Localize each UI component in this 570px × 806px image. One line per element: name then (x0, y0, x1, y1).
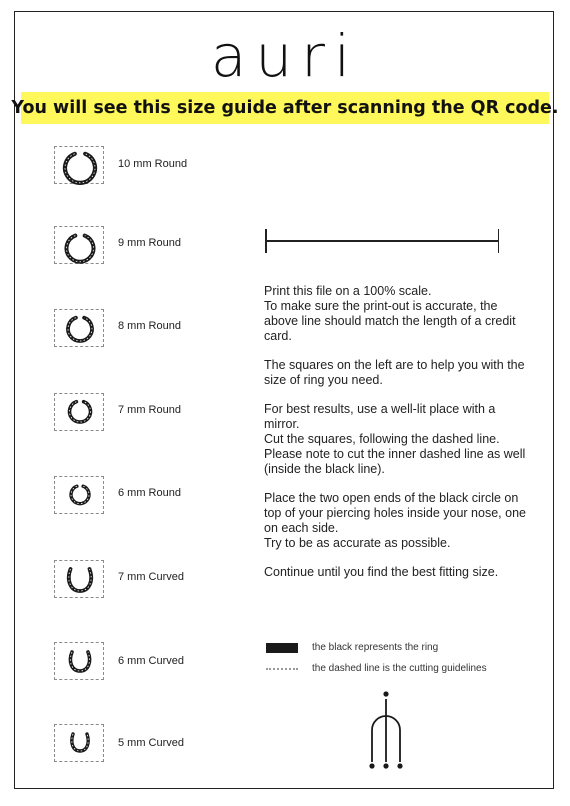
brand-logo: auri (210, 22, 360, 90)
legend-dashed-text: the dashed line is the cutting guidelines (312, 663, 487, 674)
ring-size-label: 9 mm Round (118, 237, 181, 249)
instructions-print-scale: Print this file on a 100% scale. To make sure the print-out is accurate, the above line should match the length of a credit card. (264, 284, 516, 343)
info-banner (11, 92, 559, 124)
ring-sample-7mm-curved (54, 560, 104, 598)
ring-size-label: 7 mm Curved (118, 571, 185, 583)
legend-black (266, 642, 438, 653)
ring-sample-10mm-round (54, 146, 104, 184)
instructions-placement: Place the two open ends of the black circle on top of your piercing holes inside your nose, one on each side. Try to be as accurate as possible. (264, 491, 526, 550)
ring-sample-8mm-round (54, 309, 104, 347)
legend-black-swatch (266, 643, 298, 653)
ring-curved-icon (55, 643, 105, 681)
ring-size-label: 6 mm Round (118, 487, 181, 499)
ring-open-circle-icon (55, 477, 105, 515)
ring-sample-5mm-curved (54, 724, 104, 762)
calibration-line-end (498, 229, 500, 253)
instructions-cutting: For best results, use a well-lit place with a mirror. Cut the squares, following the dashed line. Please note to cut the inner dashed line as well (inside the black line). (264, 402, 526, 476)
ring-size-label: 5 mm Curved (118, 737, 185, 749)
ring-curved-icon (55, 561, 105, 599)
instructions-squares: The squares on the left are to help you with the size of ring you need. (264, 358, 525, 387)
instructions (264, 284, 526, 580)
legend-dashed-swatch (266, 668, 298, 670)
ring-open-circle-icon (55, 310, 105, 348)
ring-size-label: 8 mm Round (118, 320, 181, 332)
ring-open-circle-icon (55, 147, 105, 185)
ring-size-label: 6 mm Curved (118, 655, 185, 667)
legend-black-text: the black represents the ring (312, 642, 439, 653)
ring-sample-7mm-round (54, 393, 104, 431)
ring-open-circle-icon (55, 394, 105, 432)
ring-size-label: 10 mm Round (118, 158, 188, 170)
ring-sample-6mm-curved (54, 642, 104, 680)
banner-text: You will see this size guide after scanning the QR code. (11, 98, 559, 118)
ring-size-label: 7 mm Round (118, 404, 181, 416)
ring-sample-6mm-round (54, 476, 104, 514)
calibration-line (265, 229, 499, 253)
ring-sample-9mm-round (54, 226, 104, 264)
brand-symbol-icon (364, 690, 408, 770)
calibration-line-bar (265, 240, 499, 242)
legend-dashed (266, 663, 487, 674)
ring-curved-icon (55, 725, 105, 763)
ring-open-circle-icon (55, 227, 105, 265)
instructions-continue: Continue until you find the best fitting size. (264, 565, 499, 579)
